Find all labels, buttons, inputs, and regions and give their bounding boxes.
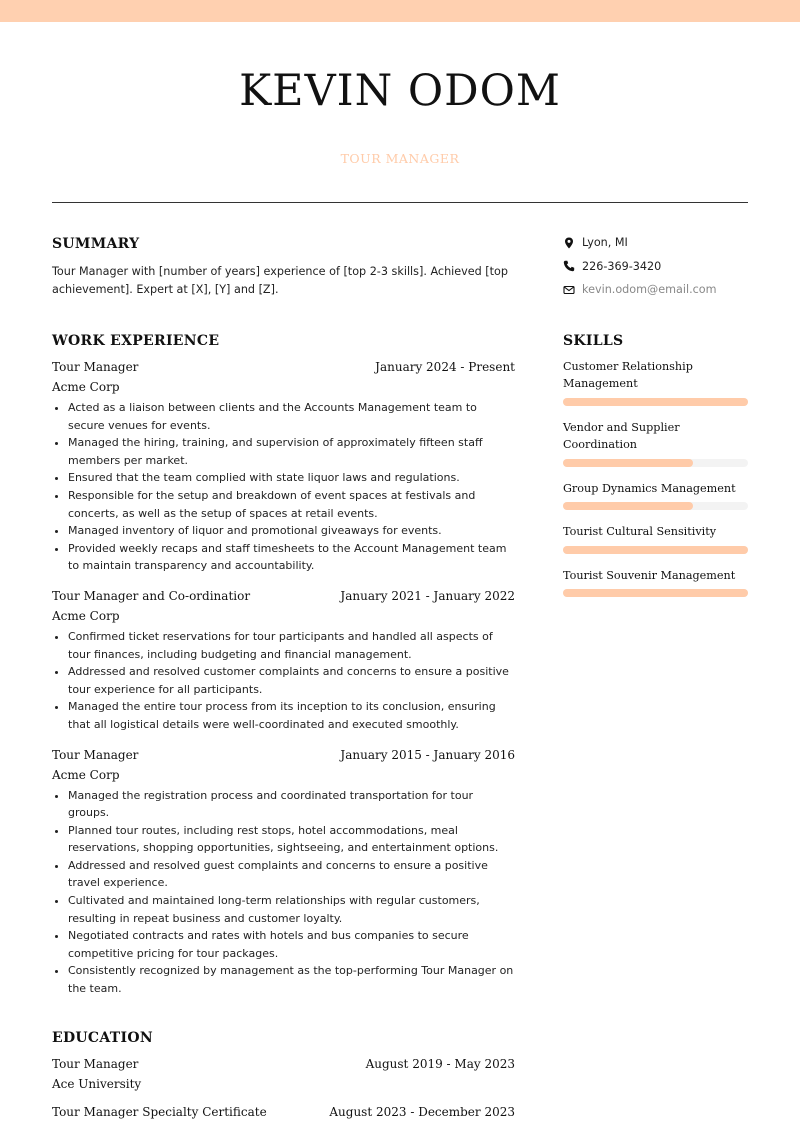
summary-text: Tour Manager with [number of years] experience of [top 2-3 skills]. Achieved [top achievement]. Expert at [X], [Y] and [Z]. [52, 265, 509, 296]
education-school: Ace University [52, 1076, 142, 1091]
skill-name: Group Dynamics Management [563, 481, 736, 495]
skill-level-fill [563, 502, 693, 510]
candidate-role: TOUR MANAGER [340, 151, 460, 166]
contact-location [563, 231, 748, 255]
header-divider [52, 202, 748, 203]
contact-phone-text: 226-369-3420 [582, 259, 662, 273]
skill-item [563, 523, 748, 554]
job-date: January 2015 - January 2016 [340, 747, 515, 762]
bullet-item: • Managed the entire tour process from its inception to its conclusion, ensuring that all logistical details were well-coordinated and executed smoothly. [68, 698, 515, 733]
skill-name: Vendor and Supplier Coordination [563, 420, 680, 451]
skill-name: Customer Relationship Management [563, 359, 693, 390]
job-date: January 2024 - Present [375, 360, 515, 374]
skill-level-bar [563, 546, 748, 554]
skill-level-fill [563, 459, 693, 467]
job-title: Tour Manager [52, 360, 139, 374]
skill-item [563, 567, 748, 598]
education-section [52, 1030, 515, 1119]
bullet-item: • Negotiated contracts and rates with hotels and bus companies to secure competitive pricing for tour packages. [68, 927, 515, 962]
skill-name: Tourist Cultural Sensitivity [563, 525, 717, 538]
education-entry [52, 1057, 515, 1091]
bullet-item: • Confirmed ticket reservations for tour participants and handled all aspects of tour finances, including budgeting and financial management. [68, 628, 515, 663]
bullet-item: • Addressed and resolved customer complaints and concerns to ensure a positive tour experience for all participants. [68, 663, 515, 698]
bullet-item: • Consistently recognized by management as the top-performing Tour Manager on the team. [68, 962, 515, 997]
job-entry [52, 589, 515, 734]
bullet-item: • Cultivated and maintained long-term relationships with regular customers, resulting in repeat business and customer loyalty. [68, 892, 515, 927]
phone-icon [563, 260, 575, 272]
bullet-item: • Ensured that the team complied with state liquor laws and regulations. [68, 469, 515, 487]
education-degree: Tour Manager [52, 1056, 139, 1071]
skill-level-fill [563, 398, 748, 406]
education-entry [52, 1105, 515, 1119]
contact-block [563, 231, 748, 302]
work-experience-section [52, 333, 515, 998]
skill-level-bar [563, 398, 748, 406]
job-date: January 2021 - January 2022 [340, 588, 515, 603]
envelope-icon [563, 284, 575, 296]
candidate-name: KEVIN ODOM [239, 66, 561, 116]
skill-level-bar [563, 502, 748, 510]
contact-phone [563, 255, 748, 279]
contact-location-text: Lyon, MI [582, 236, 628, 250]
education-title: EDUCATION [52, 1029, 153, 1046]
skill-level-bar [563, 459, 748, 467]
bullet-item: • Responsible for the setup and breakdown of event spaces at festivals and concerts, as well as the setup of spaces at retail events. [68, 487, 515, 522]
job-entry [52, 360, 515, 575]
job-bullets [52, 399, 515, 575]
job-company: Acme Corp [52, 608, 120, 623]
job-company: Acme Corp [52, 380, 120, 394]
bullet-item: • Provided weekly recaps and staff timesheets to the Account Management team to maintain transparency and accountability. [68, 540, 515, 575]
job-entry [52, 748, 515, 998]
skill-level-fill [563, 546, 748, 554]
sidebar-column [563, 236, 748, 597]
main-column [52, 236, 515, 1119]
skills-section [563, 333, 748, 598]
bullet-item: • Planned tour routes, including rest stops, hotel accommodations, meal reservations, shopping opportunities, sightseeing, and entertainment options. [68, 822, 515, 857]
contact-email-text[interactable]: kevin.odom@email.com [582, 283, 717, 297]
skill-item [563, 480, 748, 511]
skill-item [563, 419, 748, 467]
contact-email[interactable] [563, 278, 748, 302]
skills-title: SKILLS [563, 332, 624, 349]
location-pin-icon [563, 237, 575, 249]
skill-level-fill [563, 589, 748, 597]
bullet-item: • Managed the hiring, training, and supervision of approximately fifteen staff members per market. [68, 434, 515, 469]
job-title: Tour Manager and Co-ordinatior [52, 588, 251, 603]
job-title: Tour Manager [52, 747, 139, 762]
education-date: August 2019 - May 2023 [365, 1056, 515, 1071]
job-company: Acme Corp [52, 767, 120, 782]
job-bullets [52, 628, 515, 734]
top-accent-bar [0, 0, 800, 22]
bullet-item: • Addressed and resolved guest complaints and concerns to ensure a positive travel experience. [68, 857, 515, 892]
summary-title: SUMMARY [52, 236, 140, 252]
skill-level-bar [563, 589, 748, 597]
bullet-item: • Managed the registration process and coordinated transportation for tour groups. [68, 787, 515, 822]
education-degree: Tour Manager Specialty Certificate [52, 1104, 267, 1119]
bullet-item: • Managed inventory of liquor and promotional giveaways for events. [68, 522, 515, 540]
skill-name: Tourist Souvenir Management [563, 568, 736, 582]
education-date: August 2023 - December 2023 [329, 1104, 515, 1119]
job-bullets [52, 787, 515, 998]
skill-item [563, 358, 748, 406]
work-experience-title: WORK EXPERIENCE [52, 333, 220, 349]
summary-section [52, 236, 515, 299]
bullet-item: • Acted as a liaison between clients and the Accounts Management team to secure venues for events. [68, 399, 515, 434]
